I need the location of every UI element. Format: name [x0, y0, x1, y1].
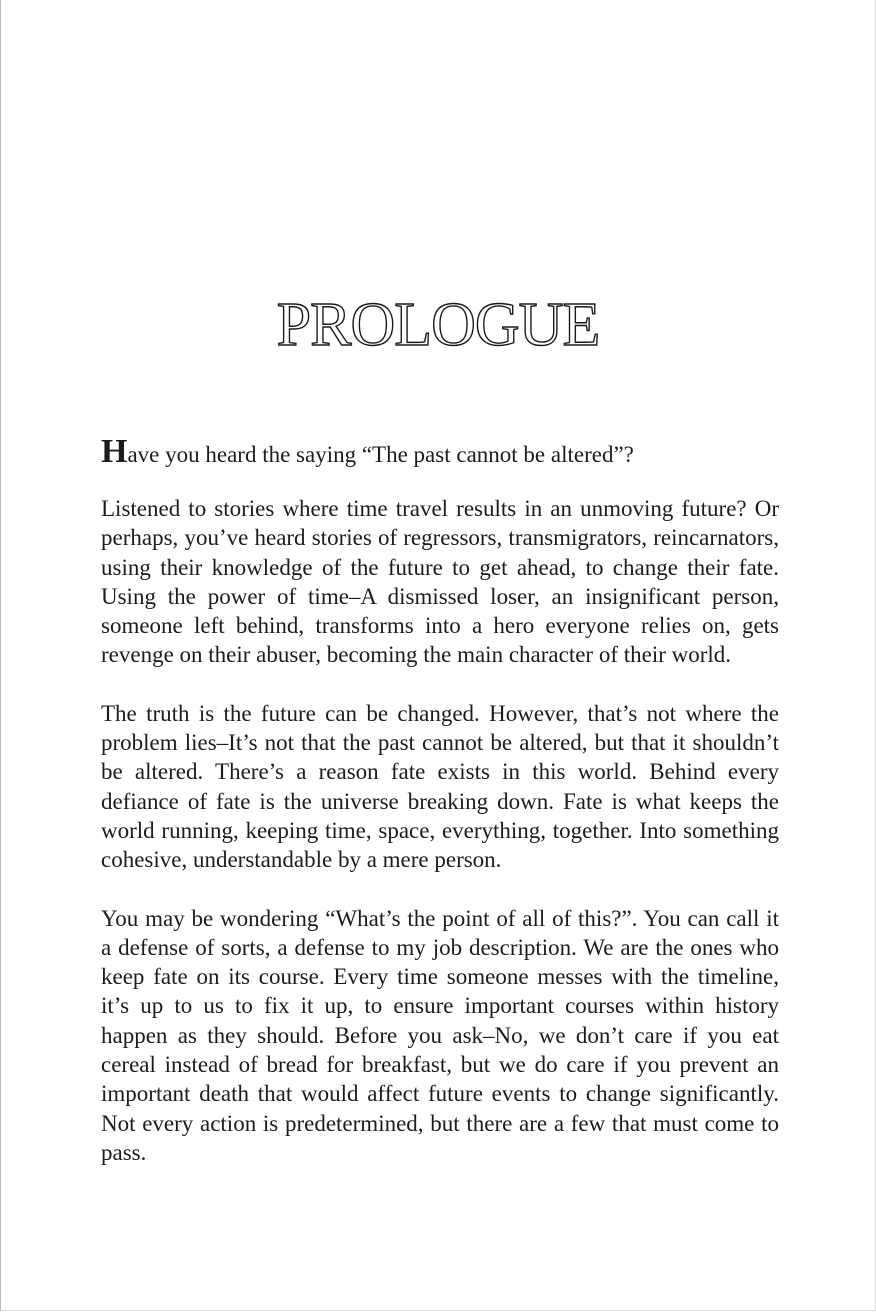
drop-initial: H — [101, 433, 128, 470]
paragraph-2: The truth is the future can be changed. However, that’s not where the problem lies–It’s not that the past cannot be altered, but that it shouldn’t be altered. There’s a reason fate exists in this world. Behind every defiance of fate is the universe breaking down. Fate is what keeps the world running, keeping time, space, everything, together. Into something cohesive, understandable by a mere person. — [101, 700, 779, 873]
opening-text: ave you heard the saying “The past cannot be altered”? — [127, 442, 634, 467]
paragraph-1: Listened to stories where time travel results in an unmoving future? Or perhaps, you’ve heard stories of regressors, transmigrators, reincarnators, using their knowledge of the future to get ahead, to change their fate. Using the power of time–A dismissed loser, an insignificant person, someone left behind, transforms into a hero everyone relies on, gets revenge on their abuser, becoming the main character of their world. — [101, 496, 779, 668]
opening-paragraph — [101, 430, 779, 477]
chapter-title: PROLOGUE — [276, 290, 600, 359]
chapter-body — [101, 430, 779, 1196]
paragraph-3: You may be wondering “What’s the point of all of this?”. You can call it a defense of sorts, a defense to my job description. We are the ones who keep fate on its course. Every time someone messes with the timeline, it’s up to us to fix it up, to ensure important courses within history happen as they should. Before you ask–No, we don’t care if you eat cereal instead of bread for breakfast, but we do care if you prevent an important death that would affect future events to change significantly. Not every action is predetermined, but there are a few that must come to pass. — [101, 905, 779, 1165]
